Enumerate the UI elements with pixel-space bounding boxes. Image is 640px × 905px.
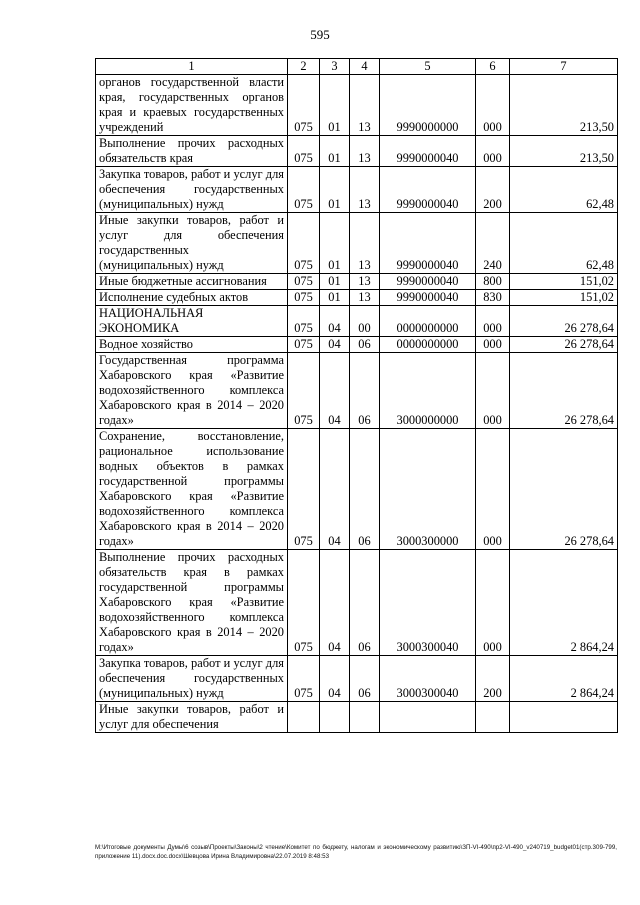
ministry-code: 075 <box>288 213 320 274</box>
target-article-code <box>380 702 476 733</box>
table-row <box>96 429 618 550</box>
section-code: 04 <box>320 306 350 337</box>
ministry-code: 075 <box>288 550 320 656</box>
page-number: 595 <box>310 27 330 42</box>
item-name: Выполнение прочих расходных обязательств края <box>96 136 288 167</box>
expense-type-code: 200 <box>476 656 510 702</box>
table-row <box>96 167 618 213</box>
section-code: 04 <box>320 353 350 429</box>
section-code: 04 <box>320 550 350 656</box>
expense-type-code: 800 <box>476 274 510 290</box>
section-code: 01 <box>320 274 350 290</box>
expense-type-code: 830 <box>476 290 510 306</box>
target-article-code: 0000000000 <box>380 337 476 353</box>
target-article-code: 9990000040 <box>380 167 476 213</box>
table-row <box>96 290 618 306</box>
table-row <box>96 136 618 167</box>
item-name: органов государственной власти края, государственных органов края и краевых государственных учреждений <box>96 75 288 136</box>
expense-type-code: 240 <box>476 213 510 274</box>
amount: 26 278,64 <box>510 337 618 353</box>
expense-type-code: 000 <box>476 353 510 429</box>
item-name: Государственная программа Хабаровского края «Развитие водохозяйственного комплекса Хабаровского края в 2014 – 2020 годах» <box>96 353 288 429</box>
item-name: НАЦИОНАЛЬНАЯ ЭКОНОМИКА <box>96 306 288 337</box>
subsection-code: 13 <box>350 75 380 136</box>
column-header: 3 <box>320 59 350 75</box>
target-article-code: 0000000000 <box>380 306 476 337</box>
ministry-code: 075 <box>288 656 320 702</box>
target-article-code: 9990000040 <box>380 274 476 290</box>
target-article-code: 3000300000 <box>380 429 476 550</box>
amount: 213,50 <box>510 136 618 167</box>
ministry-code: 075 <box>288 429 320 550</box>
table-row <box>96 656 618 702</box>
ministry-code: 075 <box>288 290 320 306</box>
table-row <box>96 702 618 733</box>
section-code: 01 <box>320 213 350 274</box>
ministry-code: 075 <box>288 274 320 290</box>
section-code: 04 <box>320 429 350 550</box>
section-code: 01 <box>320 167 350 213</box>
budget-table <box>95 58 618 733</box>
item-name: Иные закупки товаров, работ и услуг для обеспечения государственных (муниципальных) нужд <box>96 213 288 274</box>
expense-type-code: 000 <box>476 337 510 353</box>
section-code: 04 <box>320 656 350 702</box>
target-article-code: 9990000040 <box>380 213 476 274</box>
ministry-code <box>288 702 320 733</box>
expense-type-code: 000 <box>476 550 510 656</box>
section-code: 04 <box>320 337 350 353</box>
target-article-code: 3000000000 <box>380 353 476 429</box>
item-name: Иные бюджетные ассигнования <box>96 274 288 290</box>
amount: 2 864,24 <box>510 656 618 702</box>
expense-type-code: 200 <box>476 167 510 213</box>
column-header: 4 <box>350 59 380 75</box>
amount: 26 278,64 <box>510 306 618 337</box>
expense-type-code: 000 <box>476 429 510 550</box>
amount <box>510 702 618 733</box>
table-row <box>96 353 618 429</box>
expense-type-code: 000 <box>476 136 510 167</box>
subsection-code: 06 <box>350 429 380 550</box>
amount: 2 864,24 <box>510 550 618 656</box>
subsection-code: 13 <box>350 213 380 274</box>
amount: 62,48 <box>510 167 618 213</box>
header-row <box>96 59 618 75</box>
item-name: Выполнение прочих расходных обязательств края в рамках государственной программы Хабаровского края «Развитие водохозяйственного комплекса Хабаровского края в 2014 – 2020 годах» <box>96 550 288 656</box>
table-row <box>96 75 618 136</box>
amount: 151,02 <box>510 290 618 306</box>
subsection-code: 06 <box>350 353 380 429</box>
item-name: Закупка товаров, работ и услуг для обеспечения государственных (муниципальных) нужд <box>96 656 288 702</box>
ministry-code: 075 <box>288 306 320 337</box>
target-article-code: 9990000040 <box>380 136 476 167</box>
amount: 62,48 <box>510 213 618 274</box>
amount: 26 278,64 <box>510 353 618 429</box>
subsection-code: 13 <box>350 290 380 306</box>
target-article-code: 3000300040 <box>380 550 476 656</box>
subsection-code: 06 <box>350 337 380 353</box>
subsection-code: 06 <box>350 656 380 702</box>
ministry-code: 075 <box>288 337 320 353</box>
column-header: 5 <box>380 59 476 75</box>
subsection-code <box>350 702 380 733</box>
ministry-code: 075 <box>288 167 320 213</box>
table-row <box>96 274 618 290</box>
file-path-footer: M:\Итоговые документы Думы\6 созыв\Проекты\Законы\2 чтение\Комитет по бюджету, налогам и экономическому развитию\ЗП-VI-490\пр2-VI-490_v240719_budget01(стр.309-799, приложение 11).docx.doc.docx\Шевцова Ирина Владимировна\22.07.2019 8:48:53 <box>95 844 617 860</box>
subsection-code: 13 <box>350 274 380 290</box>
ministry-code: 075 <box>288 136 320 167</box>
table-row <box>96 213 618 274</box>
table-row <box>96 550 618 656</box>
ministry-code: 075 <box>288 353 320 429</box>
item-name: Исполнение судебных актов <box>96 290 288 306</box>
column-header: 2 <box>288 59 320 75</box>
subsection-code: 13 <box>350 136 380 167</box>
column-header: 7 <box>510 59 618 75</box>
target-article-code: 3000300040 <box>380 656 476 702</box>
expense-type-code: 000 <box>476 75 510 136</box>
expense-type-code <box>476 702 510 733</box>
section-code: 01 <box>320 136 350 167</box>
section-code: 01 <box>320 75 350 136</box>
item-name: Водное хозяйство <box>96 337 288 353</box>
column-header: 6 <box>476 59 510 75</box>
item-name: Сохранение, восстановление, рациональное использование водных объектов в рамках государственной программы Хабаровского края «Развитие водохозяйственного комплекса Хабаровского края в 2014 – 2020 годах» <box>96 429 288 550</box>
subsection-code: 13 <box>350 167 380 213</box>
amount: 26 278,64 <box>510 429 618 550</box>
section-code: 01 <box>320 290 350 306</box>
target-article-code: 9990000040 <box>380 290 476 306</box>
section-code <box>320 702 350 733</box>
item-name: Иные закупки товаров, работ и услуг для обеспечения <box>96 702 288 733</box>
table-row <box>96 306 618 337</box>
subsection-code: 06 <box>350 550 380 656</box>
item-name: Закупка товаров, работ и услуг для обеспечения государственных (муниципальных) нужд <box>96 167 288 213</box>
ministry-code: 075 <box>288 75 320 136</box>
amount: 213,50 <box>510 75 618 136</box>
column-header: 1 <box>96 59 288 75</box>
amount: 151,02 <box>510 274 618 290</box>
table-row <box>96 337 618 353</box>
subsection-code: 00 <box>350 306 380 337</box>
expense-type-code: 000 <box>476 306 510 337</box>
target-article-code: 9990000000 <box>380 75 476 136</box>
